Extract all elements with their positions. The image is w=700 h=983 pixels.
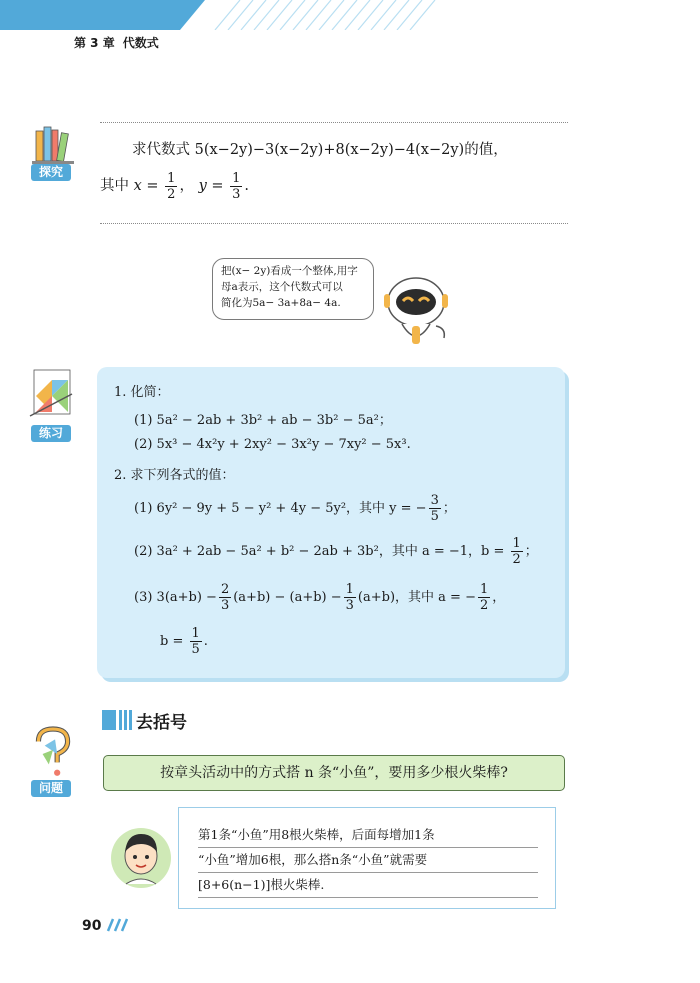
answer-line-1: 第1条“小鱼”用8根火柴棒，后面每增加1条 — [198, 823, 538, 848]
explore-where: 其中 — [100, 178, 134, 194]
explore-line-2: 其中 x = $\frac{1}{2}$ ， y = $\frac{1}{3}$ . — [100, 170, 250, 202]
header-band — [0, 0, 700, 30]
hint-bubble — [212, 258, 374, 320]
robot-icon — [376, 268, 460, 352]
page-number: 90 — [82, 918, 128, 934]
question-box: 按章头活动中的方式搭 n 条“小鱼”，要用多少根火柴棒? — [103, 755, 565, 791]
practice-q1-2: (2) 5x³ − 4x²y + 2xy² − 3x²y − 7xy² − 5x³. — [134, 437, 411, 452]
practice-q1-1: (1) 5a² − 2ab + 3b² + ab − 3b² − 5a²； — [134, 413, 392, 428]
hint-line-2: 母a表示，这个代数式可以 — [221, 281, 343, 293]
y-value-fraction: $\frac{1}{3}$ — [232, 170, 241, 202]
practice-q2-3: (3) 3(a+b) − $\frac{2}{3}$ (a+b) − (a+b) − $\frac{1}{3}$ (a+b)，其中 a = − $\frac{1}{2}$ ， — [134, 582, 506, 613]
explore-problem — [100, 132, 580, 204]
question-badge: 问题 — [31, 780, 71, 797]
explore-expression: 5(x−2y)−3(x−2y)+8(x−2y)−4(x−2y) — [194, 142, 465, 158]
chapter-title: 代数式 — [122, 36, 159, 50]
q2-2-fraction: $\frac{1}{2}$ — [512, 536, 521, 567]
divider-bottom — [100, 223, 568, 224]
y-variable: y — [198, 178, 207, 194]
chapter-number: 第 3 章 — [74, 36, 115, 50]
x-value-fraction: $\frac{1}{2}$ — [167, 170, 176, 202]
answer-line-2: “小鱼”增加6根，那么搭n条“小鱼”就需要 — [198, 848, 538, 873]
hint-line-1: 把(x− 2y)看成一个整体,用字 — [221, 265, 358, 277]
answer-line-3: [8+6(n−1)]根火柴棒. — [198, 873, 538, 898]
explore-suffix: 的值， — [464, 142, 508, 158]
tangram-icon — [26, 364, 76, 424]
chapter-heading — [74, 34, 159, 51]
q2-3-fraction-3: $\frac{1}{2}$ — [479, 582, 489, 613]
q2-3-fraction-4: $\frac{1}{5}$ — [191, 626, 200, 657]
page-slashes-icon — [106, 918, 128, 932]
practice-q1: 1. 化简： — [114, 385, 170, 400]
q2-3-fraction-2: $\frac{1}{3}$ — [345, 582, 354, 613]
hint-line-3: 简化为5a− 3a+8a− 4a. — [221, 297, 341, 309]
explore-badge: 探究 — [31, 164, 71, 181]
boy-avatar-icon — [108, 826, 174, 890]
explore-prefix: 求代数式 — [132, 142, 195, 158]
practice-q2-1: (1) 6y² − 9y + 5 − y² + 4y − 5y²，其中 y = − $\frac{3}{5}$ ； — [134, 493, 456, 524]
practice-q2: 2. 求下列各式的值： — [114, 468, 235, 483]
practice-q2-3-b: b = $\frac{1}{5}$ . — [160, 626, 208, 657]
practice-badge: 练习 — [31, 425, 71, 442]
divider-top — [100, 122, 568, 123]
practice-q2-2: (2) 3a² + 2ab − 5a² + b² − 2ab + 3b²，其中 a = −1，b = $\frac{1}{2}$ ； — [134, 536, 538, 567]
explore-line-1 — [100, 132, 580, 168]
question-mark-icon — [28, 724, 78, 784]
section-bars-icon — [102, 710, 134, 730]
q2-1-fraction: $\frac{3}{5}$ — [430, 493, 439, 524]
section-title: 去括号 — [136, 713, 187, 733]
x-variable: x — [133, 178, 142, 194]
q2-3-fraction-1: $\frac{2}{3}$ — [220, 582, 230, 613]
